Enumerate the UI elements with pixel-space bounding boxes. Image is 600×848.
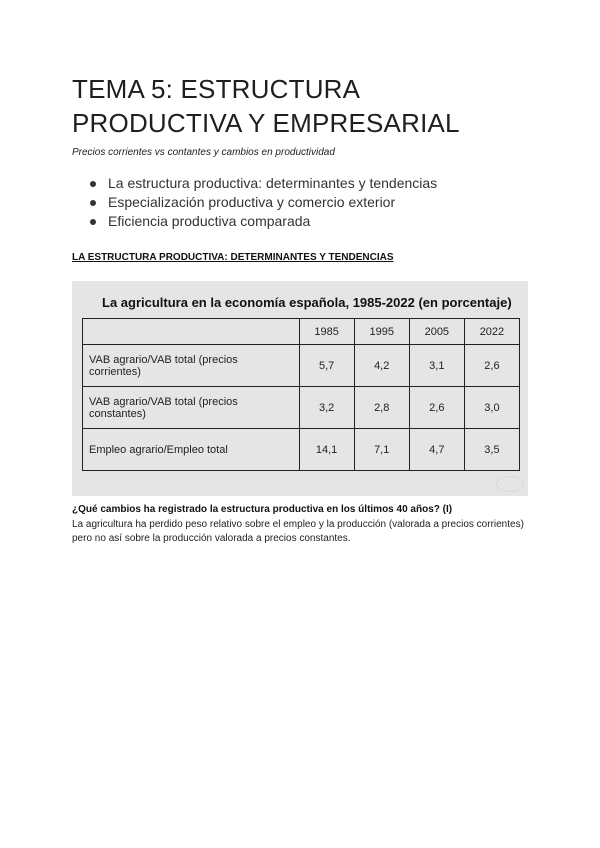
watermark-icon <box>496 476 524 492</box>
agriculture-table <box>82 318 520 471</box>
table-cell: 2,6 <box>409 387 464 429</box>
agriculture-table-figure <box>72 281 528 496</box>
year-header: 2022 <box>464 319 519 345</box>
table-cell: 14,1 <box>299 429 354 471</box>
table-cell: 3,0 <box>464 387 519 429</box>
bullet-icon <box>90 219 96 225</box>
table-cell: 4,2 <box>354 345 409 387</box>
table-row <box>83 345 520 387</box>
year-header: 1985 <box>299 319 354 345</box>
table-cell: 2,8 <box>354 387 409 429</box>
topic-item-label: Eficiencia productiva comparada <box>108 213 311 229</box>
table-header-row <box>83 319 520 345</box>
table-cell: 3,1 <box>409 345 464 387</box>
page-content <box>72 72 532 264</box>
table-cell: 4,7 <box>409 429 464 471</box>
bullet-icon <box>90 200 96 206</box>
section-heading: LA ESTRUCTURA PRODUCTIVA: DETERMINANTES Y TENDENCIAS <box>72 252 394 263</box>
table-cell: 7,1 <box>354 429 409 471</box>
topic-item <box>90 193 532 212</box>
year-header: 2005 <box>409 319 464 345</box>
table-cell: 2,6 <box>464 345 519 387</box>
table-cell: 5,7 <box>299 345 354 387</box>
table-corner-cell <box>83 319 300 345</box>
title-line-2: PRODUCTIVA Y EMPRESARIAL <box>72 108 460 138</box>
topic-item <box>90 174 532 193</box>
subtitle: Precios corrientes vs contantes y cambios en productividad <box>72 147 335 158</box>
row-label: Empleo agrario/Empleo total <box>83 429 300 471</box>
topic-item-label: La estructura productiva: determinantes y tendencias <box>108 175 438 191</box>
page-title <box>72 72 532 140</box>
topic-item <box>90 212 532 231</box>
topic-item-label: Especialización productiva y comercio exterior <box>108 194 396 210</box>
year-header: 1995 <box>354 319 409 345</box>
bullet-icon <box>90 181 96 187</box>
topic-list <box>72 174 532 231</box>
question-block <box>72 503 532 546</box>
table-row <box>83 429 520 471</box>
table-cell: 3,5 <box>464 429 519 471</box>
row-label: VAB agrario/VAB total (precios constantes) <box>83 387 300 429</box>
table-cell: 3,2 <box>299 387 354 429</box>
title-line-1: TEMA 5: ESTRUCTURA <box>72 74 361 104</box>
question-heading: ¿Qué cambios ha registrado la estructura productiva en los últimos 40 años? (I) <box>72 504 453 515</box>
row-label: VAB agrario/VAB total (precios corrientes) <box>83 345 300 387</box>
answer-text: La agricultura ha perdido peso relativo sobre el empleo y la producción (valorada a precios corrientes) pero no así sobre la producción valorada a precios constantes. <box>72 519 524 544</box>
table-row <box>83 387 520 429</box>
table-title: La agricultura en la economía española, 1985-2022 (en porcentaje) <box>102 295 512 310</box>
